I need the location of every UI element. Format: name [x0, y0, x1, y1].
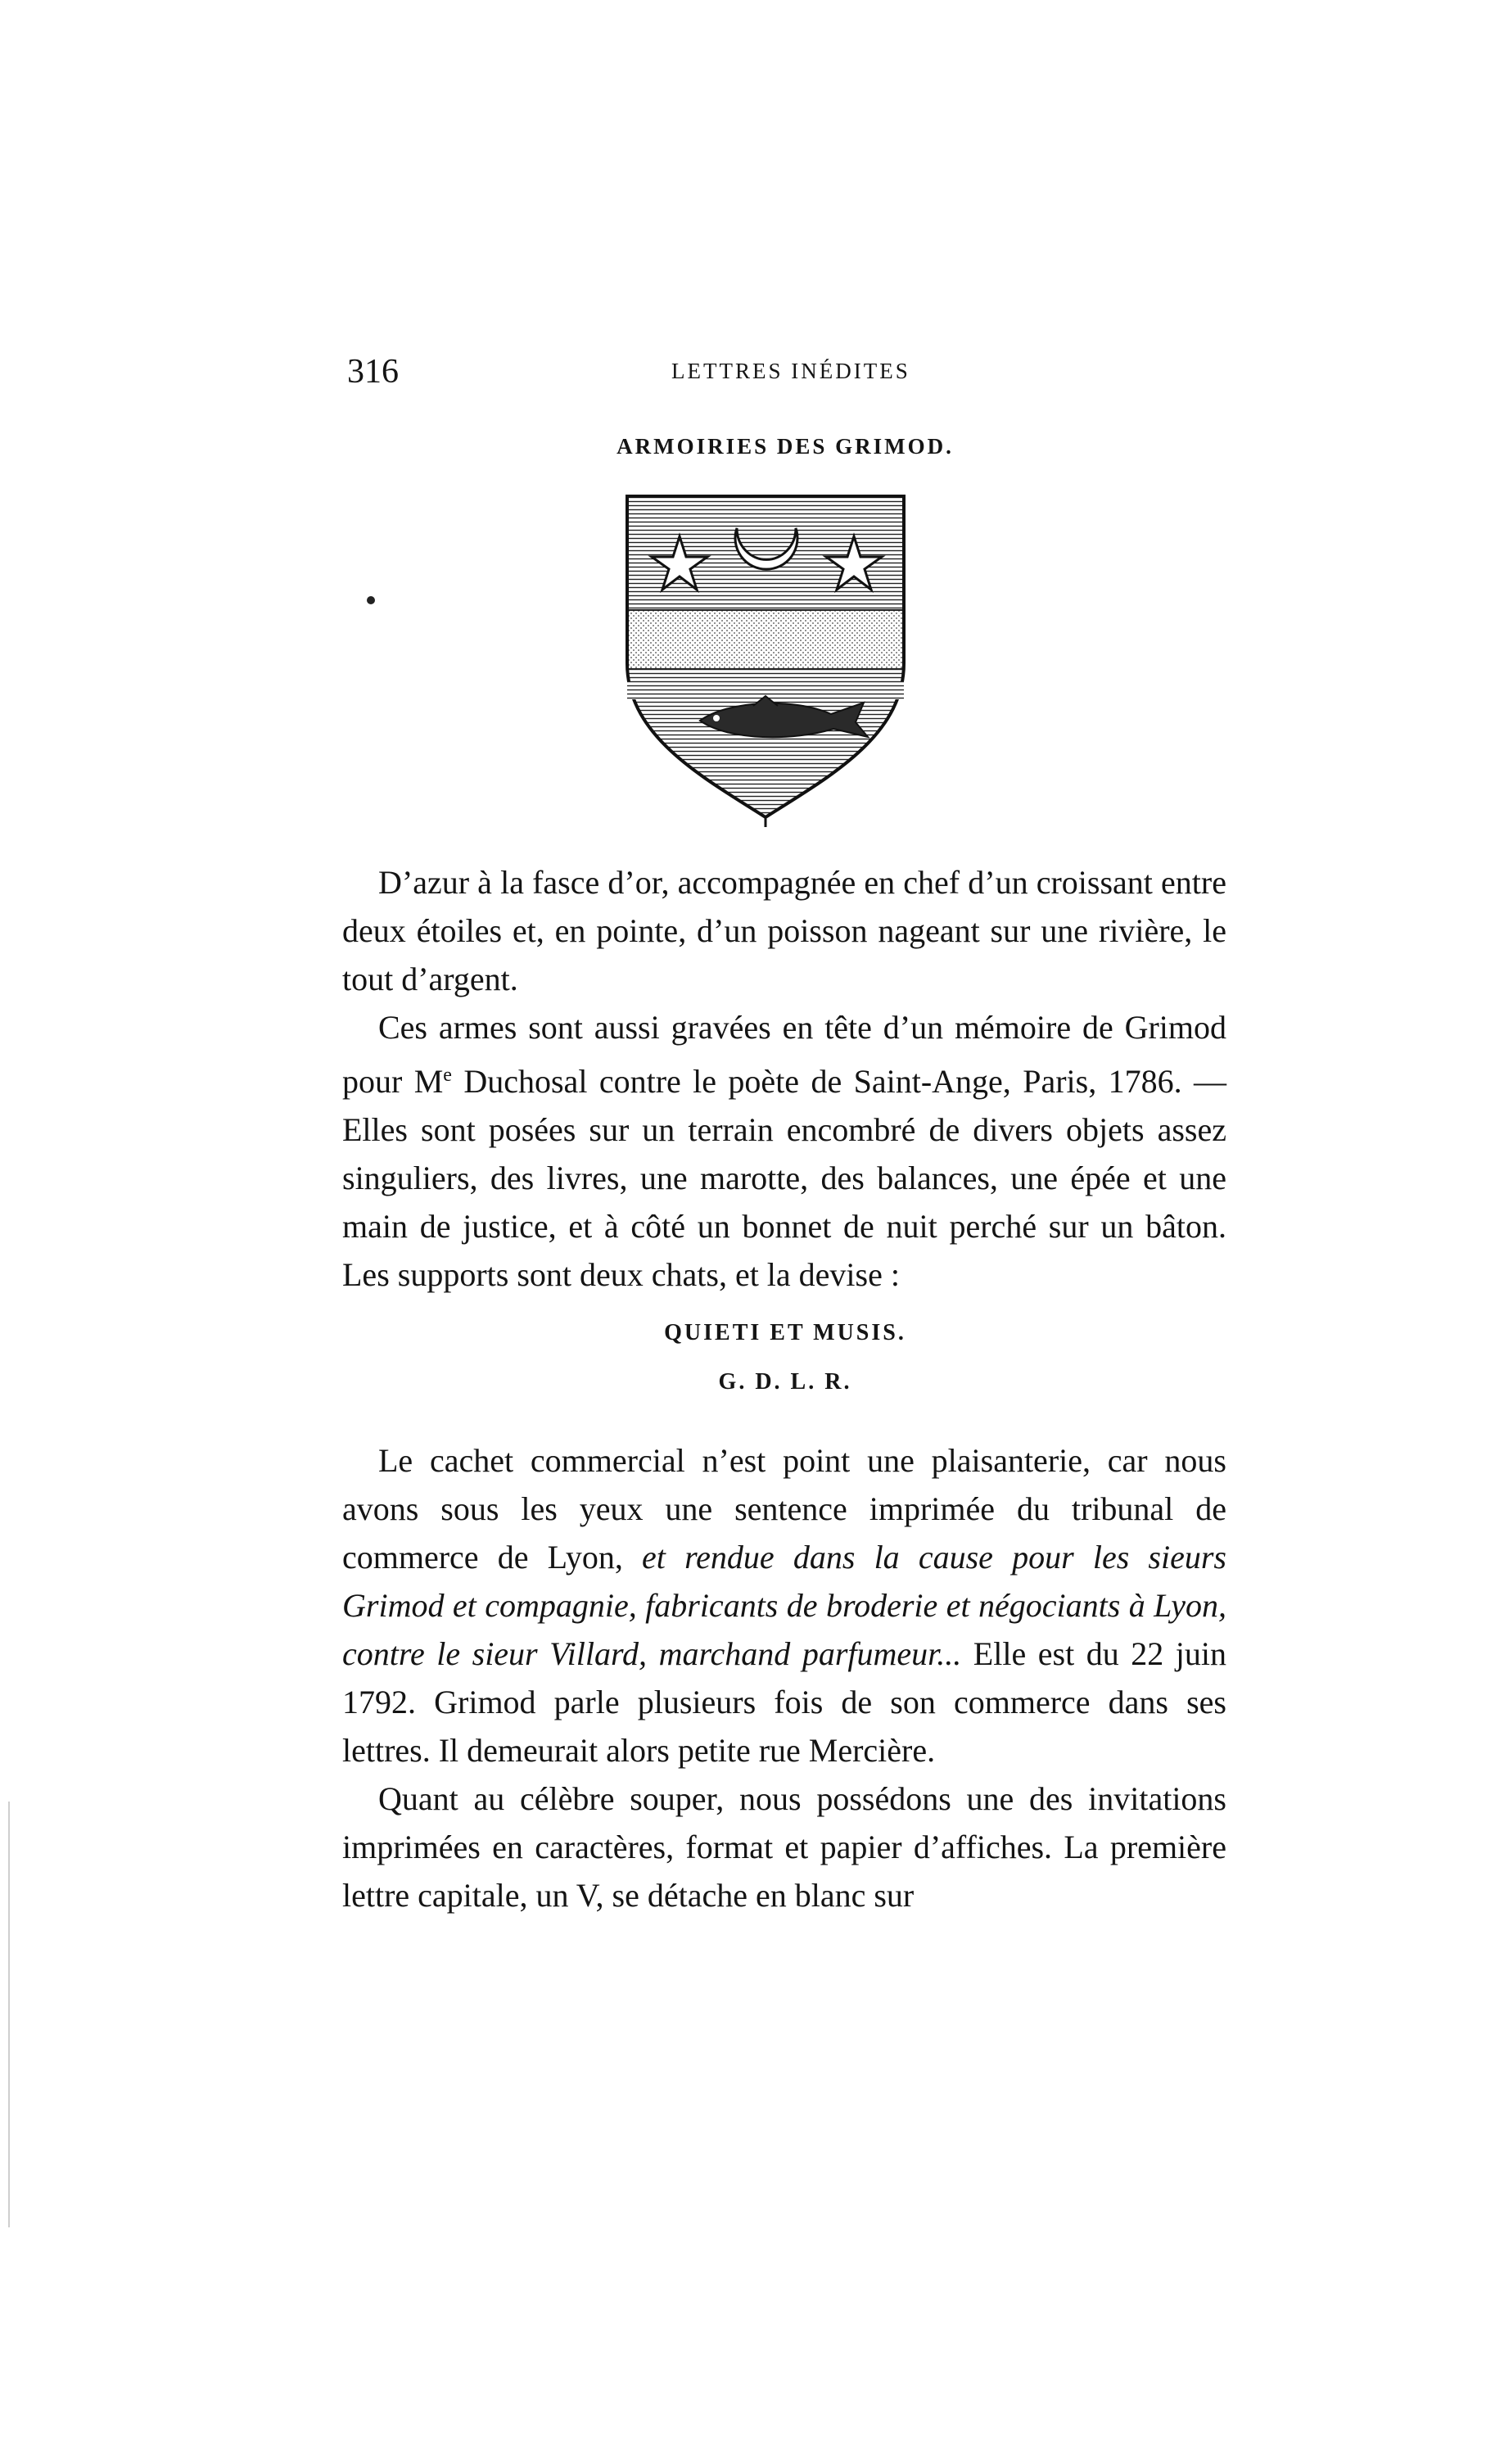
running-head	[0, 352, 1495, 393]
blazon-description	[342, 858, 1226, 1299]
running-title: LETTRES INÉDITES	[671, 359, 910, 383]
cachet-text-a: Le cachet commercial n’est point une plaisanterie, car nous avons sous les yeux une sentence imprimée du tribunal de commerce de Lyon,	[342, 1442, 1226, 1576]
section-title: ARMOIRIES DES GRIMOD.	[617, 434, 954, 459]
blazon-paragraph: D’azur à la fasce d’or, accompagnée en chef d’un croissant entre deux étoiles et, en pointe, d’un poisson nageant sur une rivière, le tout d’argent.	[342, 864, 1226, 997]
ink-speck	[367, 596, 375, 604]
motto-line-1: QUIETI ET MUSIS.	[664, 1320, 906, 1345]
page-number: 316	[347, 353, 399, 391]
main-text	[342, 1436, 1226, 1919]
engraving-paragraph	[342, 1003, 1226, 1299]
cachet-text-italic: et rendue dans la cause pour les sieurs Grimod et compagnie, fabricants de broderie et négociants à Lyon, contre le sieur Villard, marchand parfumeur...	[342, 1539, 1226, 1672]
coat-of-arms-shield-icon	[622, 491, 909, 827]
cachet-text-b: Elle est du 22 juin 1792. Grimod parle plusieurs fois de son commerce dans ses lettres. Il demeurait alors petite rue Mercière.	[342, 1635, 1226, 1769]
superscript-e: e	[443, 1065, 452, 1086]
motto-line-2: G. D. L. R.	[718, 1369, 852, 1395]
cachet-paragraph	[342, 1436, 1226, 1775]
engraving-text-b: Duchosal contre le poète de Saint-Ange, Paris, 1786. — Elles sont posées sur un terrain encombré de divers objets assez singuliers, des livres, une marotte, des balances, une épée et une main de justice, et à côté un bonnet de nuit perché sur un bâton. Les supports sont deux chats, et la devise :	[342, 1063, 1226, 1293]
page-edge-line	[8, 1802, 10, 2227]
souper-paragraph: Quant au célèbre souper, nous possédons une des invitations imprimées en caractères, format et papier d’affiches. La première lettre capitale, un V, se détache en blanc sur	[342, 1780, 1226, 1914]
engraving-text-a: Ces armes sont aussi gravées en tête d’un mémoire de Grimod pour M	[342, 1009, 1226, 1100]
